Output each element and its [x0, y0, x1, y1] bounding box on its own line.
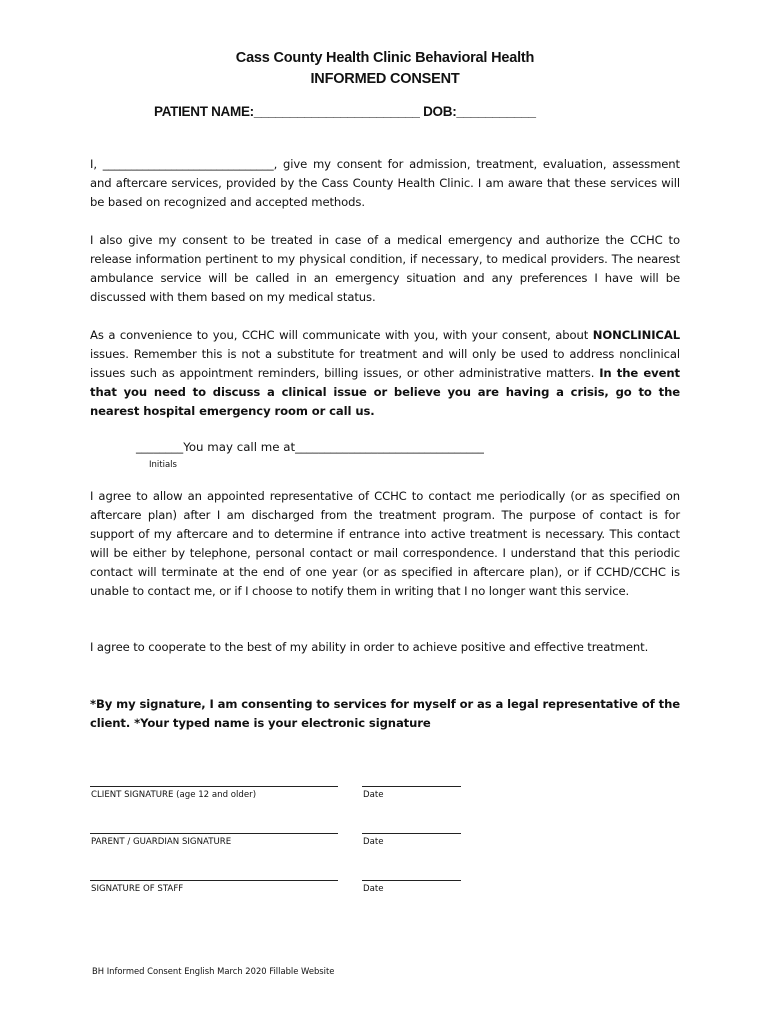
call-initials-field[interactable]: ________	[136, 440, 184, 454]
staff-signature-label: SIGNATURE OF STAFF	[91, 884, 184, 894]
guardian-date-label: Date	[363, 837, 384, 847]
patient-name-label: PATIENT NAME:	[154, 104, 254, 119]
consent-paragraph-aftercare: I agree to allow an appointed representative of CCHC to contact me periodically (or as specified on aftercare plan) after I am discharged from the treatment program. The purpose of contact is for support of my aftercare and to determine if entrance into active treatment is necessary. This contact will be either by telephone, personal contact or mail correspondence. I understand that this periodic contact will terminate at the end of one year (or as specified in aftercare plan), or if CCHD/CCHC is unable to contact me, or if I choose to notify them in writing that I no longer want this service.	[90, 489, 680, 598]
client-signature-label: CLIENT SIGNATURE (age 12 and older)	[91, 790, 257, 800]
p3-mid: issues. Remember this is not a substitute for treatment and will only be used to address nonclinical issues such as appointment reminders, billing issues, or other administrative matters.	[90, 346, 680, 380]
consent-paragraph-communication	[90, 326, 680, 421]
guardian-signature-field[interactable]	[90, 833, 338, 834]
signature-notice: *By my signature, I am consenting to services for myself or as a legal representative of the client. *Your typed name is your electronic signature	[90, 697, 680, 730]
consent-paragraph-emergency: I also give my consent to be treated in case of a medical emergency and authorize the CCHC to release information pertinent to my physical condition, if necessary, to medical providers. The nearest ambulance service will be called in an emergency situation and any preferences I have will be discussed with them based on my medical status.	[90, 233, 680, 304]
dob-label: DOB:	[419, 104, 457, 119]
initials-caption: Initials	[149, 460, 177, 470]
call-permission-line	[136, 440, 484, 454]
call-text: You may call me at	[183, 440, 296, 454]
client-date-label: Date	[363, 790, 384, 800]
patient-name-field[interactable]: _______________________	[253, 104, 420, 119]
staff-signature-field[interactable]	[90, 880, 338, 881]
staff-date-field[interactable]	[362, 880, 461, 881]
p3-crisis-notice: In the event that you need to discuss a clinical issue or believe you are having a crisis, go to the nearest hospital emergency room or call us.	[90, 365, 680, 418]
document-footer: BH Informed Consent English March 2020 Fillable Website	[92, 966, 335, 976]
guardian-date-field[interactable]	[362, 833, 461, 834]
patient-info-line	[154, 104, 536, 119]
consent-paragraph-admission	[90, 155, 680, 212]
p1-text: , give my consent for admission, treatment, evaluation, assessment and aftercare services, provided by the Cass County Health Clinic. I am aware that these services will be based on recognized and accepted methods.	[90, 157, 680, 209]
phone-number-field[interactable]: ________________________________	[295, 440, 484, 454]
client-date-field[interactable]	[362, 786, 461, 787]
guardian-signature-label: PARENT / GUARDIAN SIGNATURE	[91, 837, 232, 847]
p3-nonclinical: NONCLINICAL	[592, 328, 680, 342]
dob-field[interactable]: ___________	[456, 104, 536, 119]
consent-paragraph-cooperate: I agree to cooperate to the best of my ability in order to achieve positive and effective treatment.	[90, 640, 649, 654]
staff-date-label: Date	[363, 884, 384, 894]
client-signature-field[interactable]	[90, 786, 338, 787]
consenter-name-field[interactable]: ______________________________	[102, 157, 274, 171]
clinic-title: Cass County Health Clinic Behavioral Health	[235, 50, 535, 66]
p3-lead: As a convenience to you, CCHC will communicate with you, with your consent, about	[90, 328, 593, 342]
p1-lead: I,	[90, 157, 103, 171]
form-title: INFORMED CONSENT	[310, 71, 460, 87]
